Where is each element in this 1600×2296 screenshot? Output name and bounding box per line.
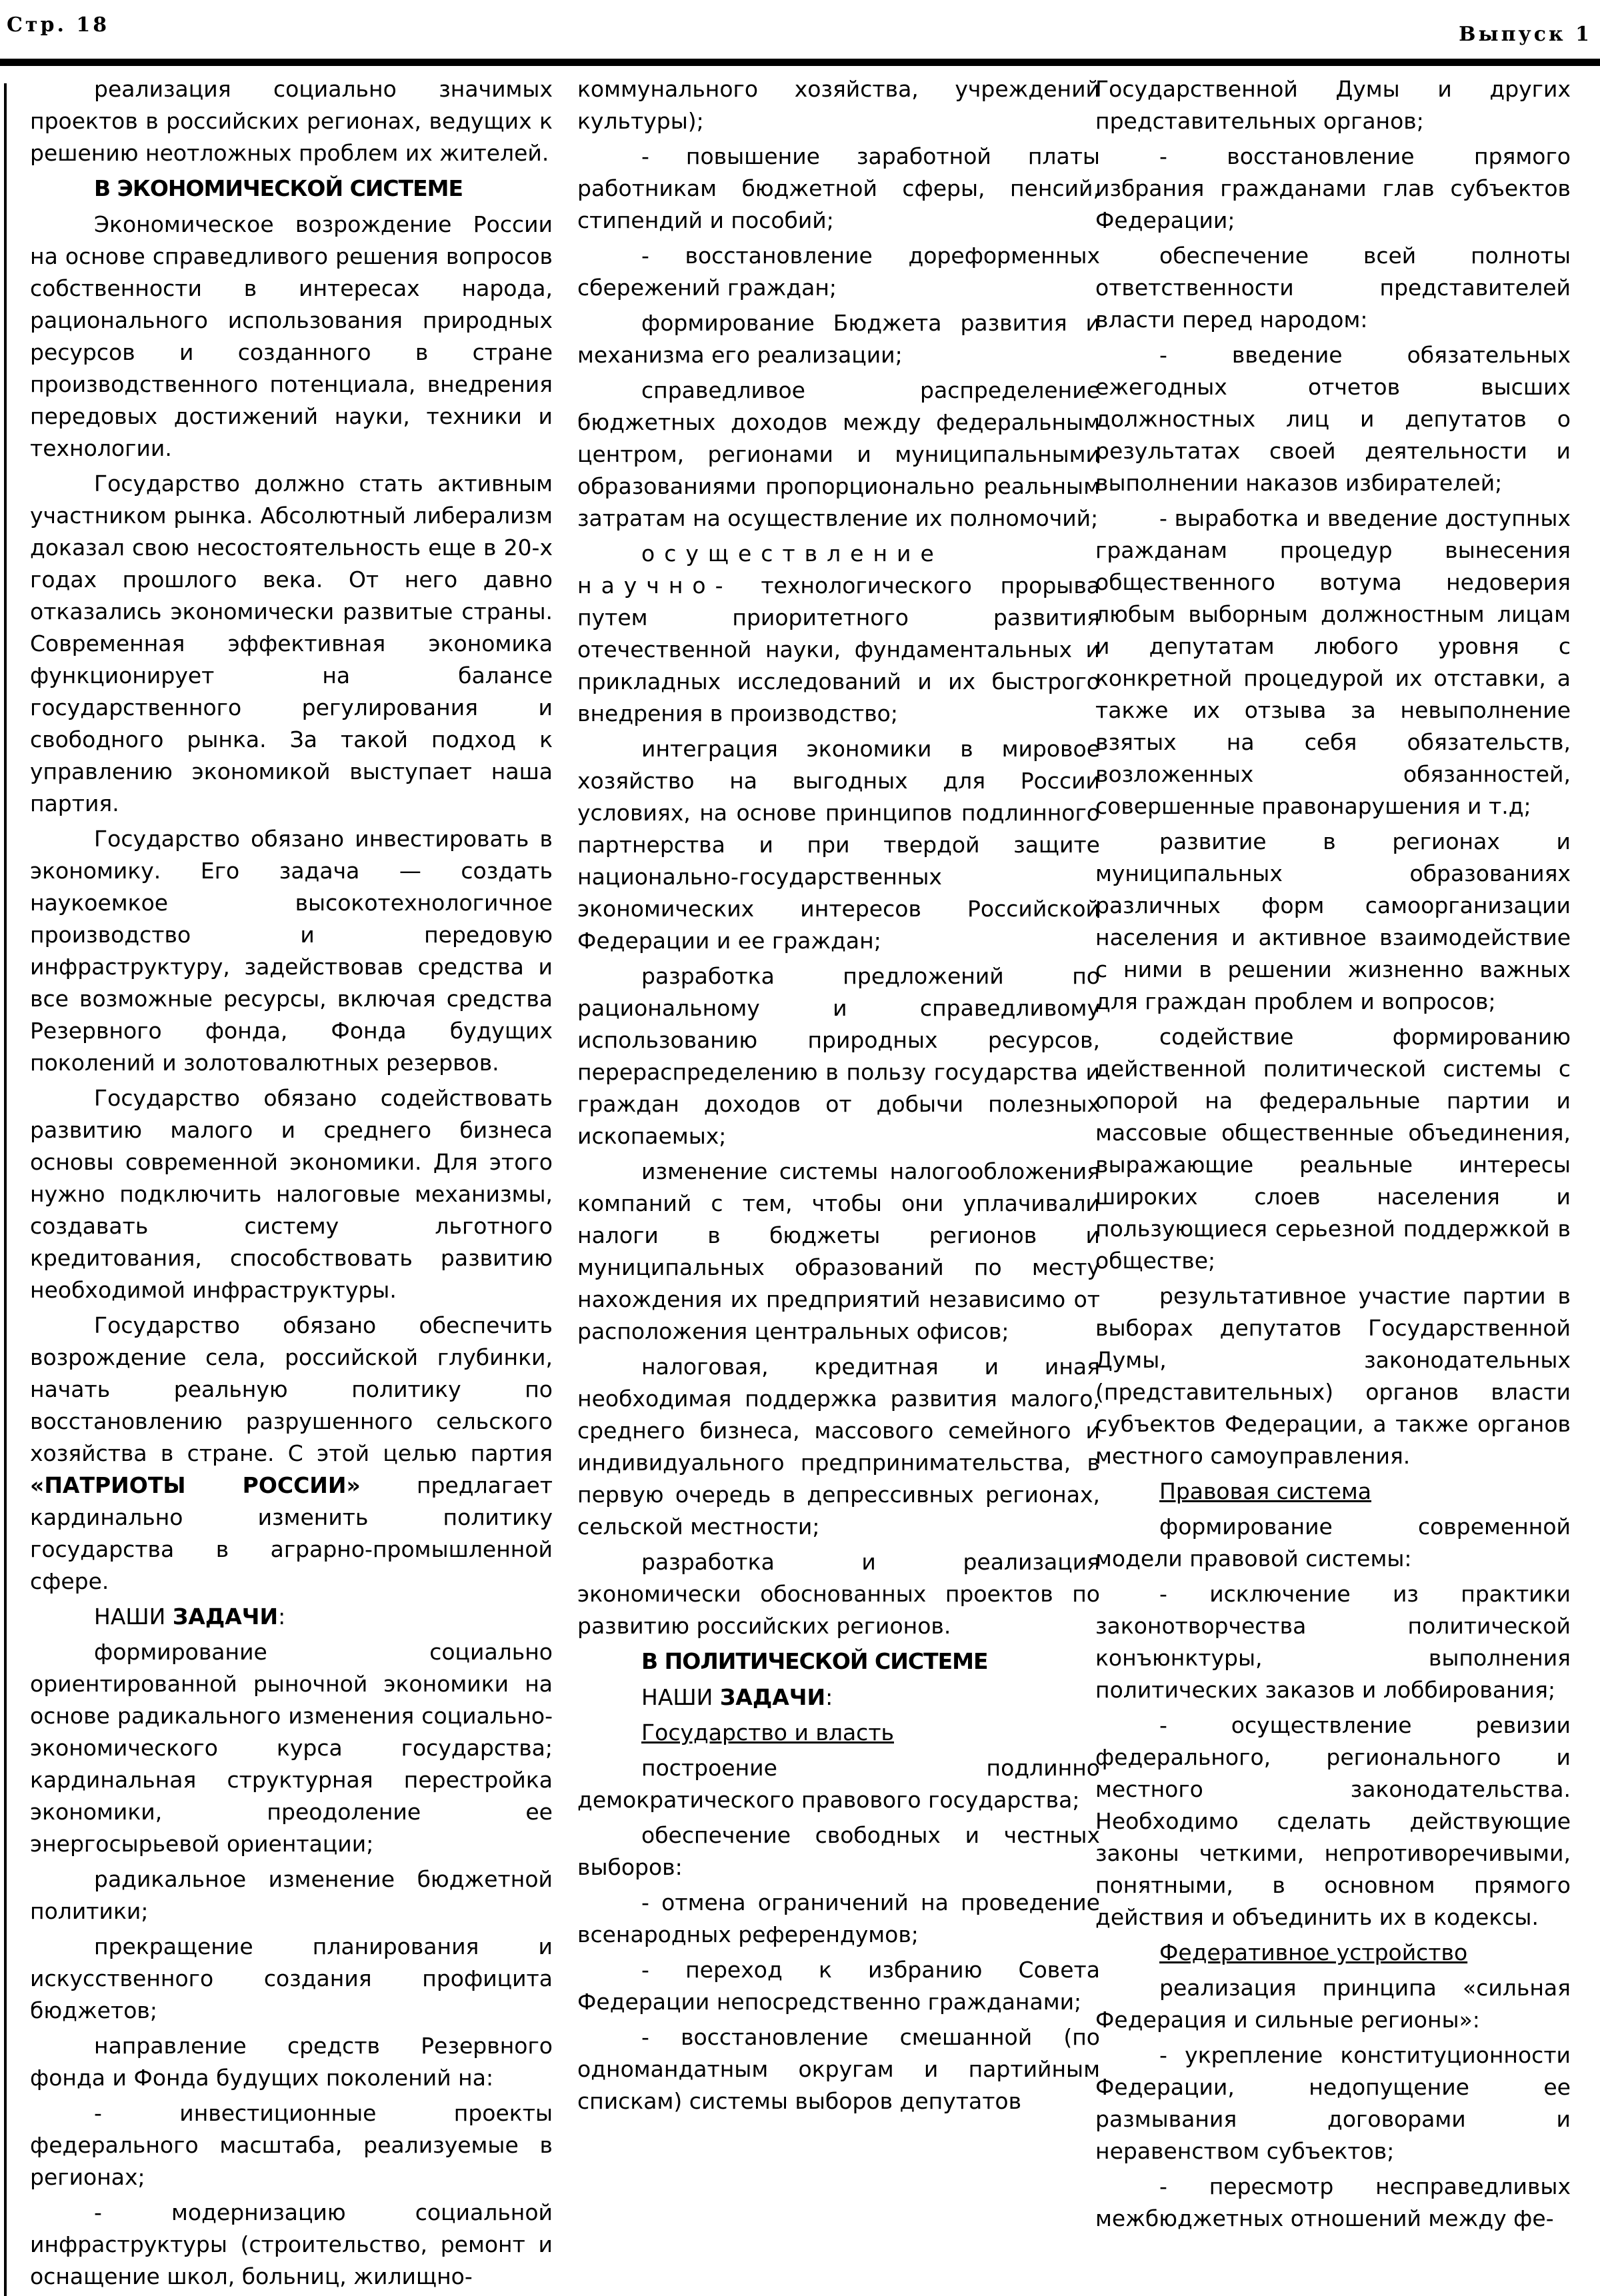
paragraph: формирование Бюджета развития и механизма его реализации; xyxy=(577,310,1100,368)
paragraph: прекращение планирования и искусственного создания профицита бюджетов; xyxy=(30,1933,553,2023)
tasks-heading-colon: : xyxy=(278,1604,286,1630)
paragraph: Государственной Думы и других представительных органов; xyxy=(1095,76,1571,134)
paragraph: - восстановление дореформенных сбережений граждан; xyxy=(577,243,1100,301)
paragraph: содействие формированию действенной политической системы с опорой на федеральные партии и массовые общественные объединения, выражающие реальные интересы широких слоев населения и пользующиеся серьезной поддержкой в обществе; xyxy=(1095,1024,1571,1274)
column-2 xyxy=(577,73,1100,2293)
paragraph: Экономическое возрождение России на основе справедливого решения вопросов собственности в интересах народа, рационального использования природных ресурсов и созданного в стране производственного потенциала, внедрения передовых достижений науки, техники и технологии. xyxy=(30,211,553,461)
paragraph: - пересмотр несправедливых межбюджетных отношений между фе- xyxy=(1095,2173,1571,2231)
tasks-heading-word: ЗАДАЧИ xyxy=(172,1604,279,1630)
paragraph: - введение обязательных ежегодных отчетов высших должностных лиц и депутатов о результатах своей деятельности и выполнении наказов избирателей; xyxy=(1095,342,1571,496)
page-number: Стр. 18 xyxy=(7,13,110,37)
paragraph: обеспечение всей полноты ответственности представителей власти перед народом: xyxy=(1095,243,1571,333)
paragraph: справедливое распределение бюджетных доходов между федеральным центром, регионами и муниципальными образованиями пропорционально реальным затратам на осуществление их полномочий; xyxy=(577,377,1100,531)
paragraph: Государство обязано содействовать развитию малого и среднего бизнеса основы современной экономики. Для этого нужно подключить налоговые механизмы, создавать систему льготного кредитования, способствовать развитию необходимой инфраструктуры. xyxy=(30,1085,553,1303)
paragraph xyxy=(577,538,1100,730)
paragraph: - отмена ограничений на проведение всенародных референдумов; xyxy=(577,1889,1100,1947)
paragraph: формирование современной модели правовой системы: xyxy=(1095,1514,1571,1572)
paragraph: коммунального хозяйства, учреждений культуры); xyxy=(577,76,1100,134)
paragraph: интеграция экономики в мировое хозяйство на выгодных для России условиях, на основе принципов подлинного партнерства и при твердой защите национально-государственных экономических интересов Российской Федерации и ее граждан; xyxy=(577,736,1100,954)
paragraph: реализация социально значимых проектов в российских регионах, ведущих к решению неотложных проблем их жителей. xyxy=(30,76,553,166)
paragraph: - модернизацию социальной инфраструктуры (строительство, ремонт и оснащение школ, больниц, жилищно- xyxy=(30,2199,553,2289)
tasks-heading-word: ЗАДАЧИ xyxy=(719,1684,826,1710)
tasks-heading xyxy=(30,1601,553,1633)
header-rule xyxy=(0,59,1600,66)
section-heading-politics: В ПОЛИТИЧЕСКОЙ СИСТЕМЕ xyxy=(641,1648,988,1674)
paragraph: разработка и реализация экономически обоснованных проектов по развитию российских регионов. xyxy=(577,1549,1100,1639)
paragraph: - повышение заработной платы работникам бюджетной сферы, пенсий, стипендий и пособий; xyxy=(577,143,1100,233)
text-run: осуществление научно- xyxy=(577,541,943,598)
paragraph: изменение системы налогообложения компаний с тем, чтобы они уплачивали налоги в бюджеты регионов и муниципальных образований по месту нахождения их предприятий независимо от расположения центральных офисов; xyxy=(577,1158,1100,1344)
text-run: предлагает кардинально изменить политику государства в аграрно-промышленной сфере. xyxy=(30,1472,553,1594)
subheading-legal-system: Правовая система xyxy=(1159,1478,1372,1504)
paragraph: построение подлинно демократического правового государства; xyxy=(577,1755,1100,1813)
paragraph: радикальное изменение бюджетной политики; xyxy=(30,1866,553,1924)
paragraph: - исключение из практики законотворчества политической конъюнктуры, выполнения политических заказов и лоббирования; xyxy=(1095,1581,1571,1703)
paragraph: - восстановление прямого избрания гражданами глав субъектов Федерации; xyxy=(1095,143,1571,233)
paragraph: - переход к избранию Совета Федерации непосредственно гражданами; xyxy=(577,1957,1100,2015)
tasks-heading xyxy=(577,1682,1100,1714)
text-run: Государство обязано обеспечить возрождение села, российской глубинки, начать реальную политику по восстановлению разрушенного сельского хозяйства в стране. С этой целью партия xyxy=(30,1312,553,1466)
subheading-state-and-power: Государство и власть xyxy=(641,1720,894,1745)
paragraph xyxy=(30,1310,553,1598)
paragraph: результативное участие партии в выборах депутатов Государственной Думы, законодательных (представительных) органов власти субъектов Федерации, а также органов местного самоуправления. xyxy=(1095,1283,1571,1469)
paragraph: разработка предложений по рациональному и справедливому использованию природных ресурсов, перераспределению в пользу государства и граждан доходов от добычи полезных ископаемых; xyxy=(577,963,1100,1149)
tasks-heading-prefix: НАШИ xyxy=(641,1684,720,1710)
column-1 xyxy=(30,73,553,2293)
paragraph: развитие в регионах и муниципальных образованиях различных форм самоорганизации населения и активное взаимодействие с ними в решении жизненно важных для граждан проблем и вопросов; xyxy=(1095,828,1571,1014)
paragraph: - выработка и введение доступных гражданам процедур вынесения общественного вотума недоверия любым выборным должностным лицам и депутатам любого уровня с конкретной процедурой их отставки, а также их отзыва за невыполнение взятых на себя обязательств, возложенных обязанностей, совершенные правонарушения и т.д; xyxy=(1095,505,1571,819)
tasks-heading-colon: : xyxy=(825,1684,833,1710)
section-heading-economy: В ЭКОНОМИЧЕСКОЙ СИСТЕМЕ xyxy=(94,175,463,201)
paragraph: - осуществление ревизии федерального, регионального и местного законодательства. Необходимо сделать действующие законы четкими, непротиворечивыми, понятными, в основном прямого действия и объединить их в кодексы. xyxy=(1095,1712,1571,1930)
paragraph: формирование социально ориентированной рыночной экономики на основе радикального изменения социально-экономического курса государства; кардинальная структурная перестройка экономики, преодоление ее энергосырьевой ориентации; xyxy=(30,1639,553,1857)
issue-number: Выпуск 1 xyxy=(1459,23,1592,46)
paragraph: Государство должно стать активным участником рынка. Абсолютный либерализм доказал свою несостоятельность еще в 20-х годах прошлого века. От него давно отказались экономически развитые страны. Современная эффективная экономика функционирует на балансе государственного регулирования и свободного рынка. За такой подход к управлению экономикой выступает наша партия. xyxy=(30,471,553,816)
paragraph: - укрепление конституционности Федерации, недопущение ее размывания договорами и неравенством субъектов; xyxy=(1095,2042,1571,2164)
paragraph: налоговая, кредитная и иная необходимая поддержка развития малого, среднего бизнеса, массового семейного и индивидуального предпринимательства, в первую очередь в депрессивных регионах, сельской местности; xyxy=(577,1354,1100,1540)
paragraph: обеспечение свободных и честных выборов: xyxy=(577,1822,1100,1880)
paragraph: - инвестиционные проекты федерального масштаба, реализуемые в регионах; xyxy=(30,2100,553,2190)
paragraph: - восстановление смешанной (по одномандатным округам и партийным спискам) системы выборов депутатов xyxy=(577,2024,1100,2114)
paragraph: реализация принципа «сильная Федерация и сильные регионы»: xyxy=(1095,1975,1571,2033)
text-run: технологического прорыва путем приоритетного развития отечественной науки, фундаментальных и прикладных исследований и их быстрого внедрения в производство; xyxy=(577,573,1100,726)
paragraph: Государство обязано инвестировать в экономику. Его задача — создать наукоемкое высокотехнологичное производство и передовую инфраструктуру, задействовав средства и все возможные ресурсы, включая средства Резервного фонда, Фонда будущих поколений и золотовалютных резервов. xyxy=(30,826,553,1076)
party-name: «ПАТРИОТЫ РОССИИ» xyxy=(30,1472,361,1498)
paragraph: направление средств Резервного фонда и Фонда будущих поколений на: xyxy=(30,2033,553,2091)
column-3 xyxy=(1095,73,1571,2293)
left-margin-line xyxy=(4,83,7,2296)
subheading-federal-structure: Федеративное устройство xyxy=(1159,1939,1468,1965)
tasks-heading-prefix: НАШИ xyxy=(94,1604,173,1630)
